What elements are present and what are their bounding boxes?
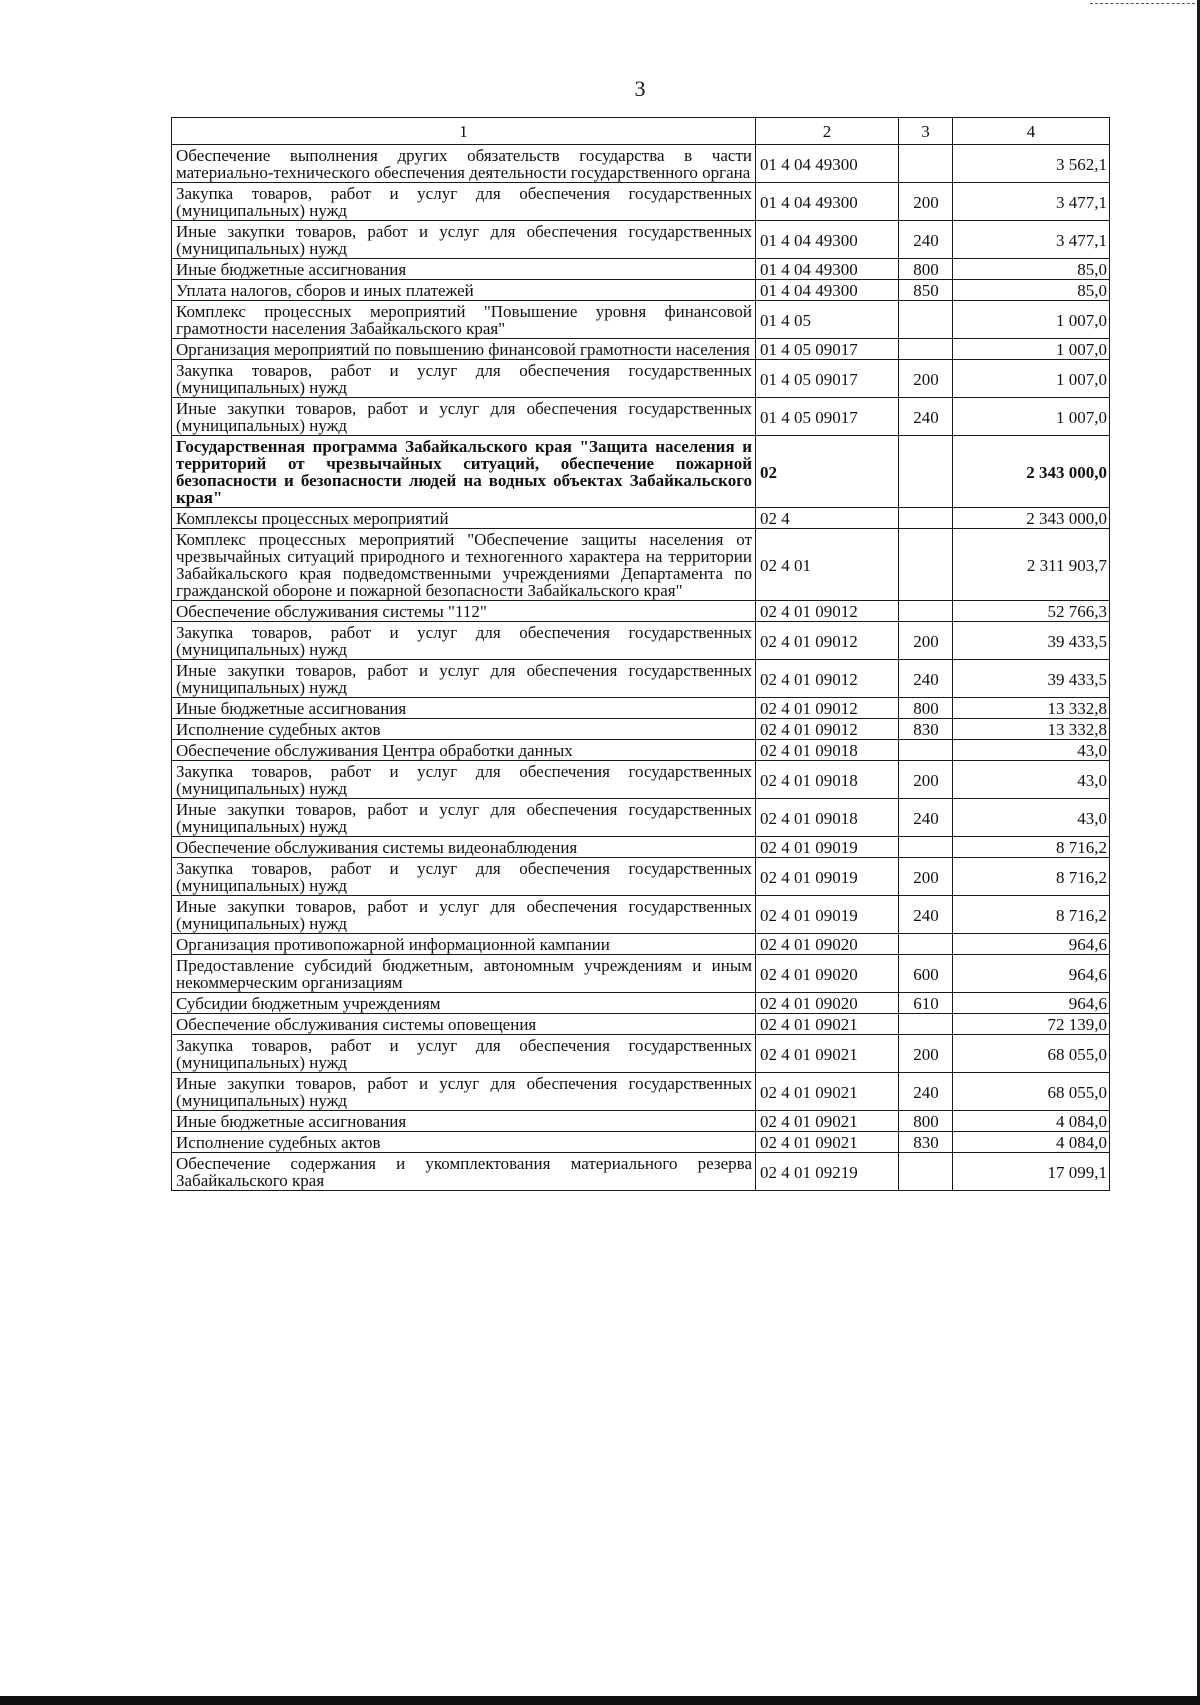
table-row: [172, 280, 1110, 301]
row-target-code-cell: 02 4 01 09018: [756, 761, 899, 799]
row-name-cell: Обеспечение обслуживания системы "112": [172, 601, 756, 622]
table-row: [172, 660, 1110, 698]
row-amount-cell: 964,6: [953, 955, 1110, 993]
row-amount-cell: 43,0: [953, 740, 1110, 761]
table-row: [172, 221, 1110, 259]
row-name-cell: Организация мероприятий по повышению финансовой грамотности населения: [172, 339, 756, 360]
table-header-row: [172, 118, 1110, 145]
row-expense-type-cell: 240: [899, 896, 953, 934]
row-amount-cell: 68 055,0: [953, 1035, 1110, 1073]
row-expense-type-cell: [899, 436, 953, 508]
table-row: [172, 1073, 1110, 1111]
row-name-cell: Закупка товаров, работ и услуг для обеспечения государственных (муниципальных) нужд: [172, 360, 756, 398]
row-name-cell: Исполнение судебных актов: [172, 719, 756, 740]
row-amount-cell: 72 139,0: [953, 1014, 1110, 1035]
row-expense-type-cell: 240: [899, 799, 953, 837]
row-expense-type-cell: 240: [899, 398, 953, 436]
row-expense-type-cell: [899, 1014, 953, 1035]
row-name-cell: Исполнение судебных актов: [172, 1132, 756, 1153]
header-col-1: 1: [172, 118, 756, 145]
row-amount-cell: 8 716,2: [953, 837, 1110, 858]
row-target-code-cell: 01 4 04 49300: [756, 221, 899, 259]
row-name-cell: Обеспечение обслуживания системы оповещения: [172, 1014, 756, 1035]
row-amount-cell: 8 716,2: [953, 896, 1110, 934]
row-expense-type-cell: 200: [899, 761, 953, 799]
row-amount-cell: 13 332,8: [953, 698, 1110, 719]
table-row: [172, 301, 1110, 339]
table-row: [172, 436, 1110, 508]
row-amount-cell: 1 007,0: [953, 360, 1110, 398]
row-name-cell: Комплексы процессных мероприятий: [172, 508, 756, 529]
row-name-cell: Комплекс процессных мероприятий "Повышение уровня финансовой грамотности населения Забайкальского края": [172, 301, 756, 339]
row-amount-cell: 68 055,0: [953, 1073, 1110, 1111]
row-expense-type-cell: [899, 1153, 953, 1191]
table-row: [172, 719, 1110, 740]
row-target-code-cell: 01 4 05 09017: [756, 398, 899, 436]
table-row: [172, 398, 1110, 436]
row-expense-type-cell: 200: [899, 360, 953, 398]
row-target-code-cell: 02 4 01 09020: [756, 993, 899, 1014]
row-expense-type-cell: [899, 529, 953, 601]
row-amount-cell: 4 084,0: [953, 1132, 1110, 1153]
row-name-cell: Закупка товаров, работ и услуг для обеспечения государственных (муниципальных) нужд: [172, 183, 756, 221]
row-name-cell: Комплекс процессных мероприятий "Обеспечение защиты населения от чрезвычайных ситуаций природного и техногенного характера на территории Забайкальского края подведомственными учреждениями Департамента по гражданской обороне и пожарной безопасности Забайкальского края": [172, 529, 756, 601]
row-expense-type-cell: [899, 837, 953, 858]
row-target-code-cell: 02 4 01: [756, 529, 899, 601]
table-row: [172, 761, 1110, 799]
row-target-code-cell: 02 4 01 09019: [756, 896, 899, 934]
row-target-code-cell: 01 4 04 49300: [756, 280, 899, 301]
row-amount-cell: 39 433,5: [953, 622, 1110, 660]
table-row: [172, 799, 1110, 837]
table-row: [172, 622, 1110, 660]
row-expense-type-cell: 240: [899, 660, 953, 698]
table-row: [172, 896, 1110, 934]
row-expense-type-cell: 850: [899, 280, 953, 301]
table-row: [172, 183, 1110, 221]
row-name-cell: Иные закупки товаров, работ и услуг для обеспечения государственных (муниципальных) нужд: [172, 398, 756, 436]
row-target-code-cell: 02 4 01 09219: [756, 1153, 899, 1191]
row-expense-type-cell: 830: [899, 719, 953, 740]
row-expense-type-cell: 830: [899, 1132, 953, 1153]
table-row: [172, 858, 1110, 896]
table-row: [172, 955, 1110, 993]
row-name-cell: Иные закупки товаров, работ и услуг для обеспечения государственных (муниципальных) нужд: [172, 660, 756, 698]
row-amount-cell: 1 007,0: [953, 301, 1110, 339]
row-expense-type-cell: 800: [899, 698, 953, 719]
header-col-2: 2: [756, 118, 899, 145]
row-amount-cell: 2 343 000,0: [953, 436, 1110, 508]
row-amount-cell: 8 716,2: [953, 858, 1110, 896]
row-name-cell: Субсидии бюджетным учреждениям: [172, 993, 756, 1014]
row-expense-type-cell: [899, 508, 953, 529]
row-expense-type-cell: [899, 301, 953, 339]
row-target-code-cell: 02 4 01 09012: [756, 622, 899, 660]
row-target-code-cell: 01 4 05 09017: [756, 360, 899, 398]
scan-bottom-edge: [0, 1696, 1200, 1705]
row-expense-type-cell: [899, 934, 953, 955]
table-row: [172, 993, 1110, 1014]
header-col-4: 4: [953, 118, 1110, 145]
row-name-cell: Иные закупки товаров, работ и услуг для обеспечения государственных (муниципальных) нужд: [172, 221, 756, 259]
budget-table: [171, 117, 1110, 1191]
row-amount-cell: 2 311 903,7: [953, 529, 1110, 601]
row-target-code-cell: 02 4 01 09021: [756, 1073, 899, 1111]
row-target-code-cell: 02 4 01 09012: [756, 601, 899, 622]
table-row: [172, 339, 1110, 360]
row-amount-cell: 17 099,1: [953, 1153, 1110, 1191]
row-expense-type-cell: 600: [899, 955, 953, 993]
row-target-code-cell: 02 4 01 09012: [756, 660, 899, 698]
row-amount-cell: 1 007,0: [953, 339, 1110, 360]
page-number: 3: [634, 76, 646, 101]
table-row: [172, 1153, 1110, 1191]
row-target-code-cell: 02 4 01 09021: [756, 1111, 899, 1132]
header-col-3: 3: [899, 118, 953, 145]
table-row: [172, 508, 1110, 529]
row-name-cell: Иные бюджетные ассигнования: [172, 698, 756, 719]
row-target-code-cell: 01 4 04 49300: [756, 259, 899, 280]
row-expense-type-cell: 610: [899, 993, 953, 1014]
row-name-cell: Иные закупки товаров, работ и услуг для обеспечения государственных (муниципальных) нужд: [172, 799, 756, 837]
row-expense-type-cell: [899, 601, 953, 622]
row-expense-type-cell: 200: [899, 183, 953, 221]
row-amount-cell: 43,0: [953, 761, 1110, 799]
row-target-code-cell: 01 4 05 09017: [756, 339, 899, 360]
row-target-code-cell: 02 4 01 09020: [756, 955, 899, 993]
row-target-code-cell: 02 4 01 09012: [756, 719, 899, 740]
row-name-cell: Уплата налогов, сборов и иных платежей: [172, 280, 756, 301]
table-row: [172, 934, 1110, 955]
row-target-code-cell: 02 4 01 09018: [756, 799, 899, 837]
table-row: [172, 1014, 1110, 1035]
row-name-cell: Обеспечение обслуживания Центра обработки данных: [172, 740, 756, 761]
row-amount-cell: 3 477,1: [953, 183, 1110, 221]
row-name-cell: Закупка товаров, работ и услуг для обеспечения государственных (муниципальных) нужд: [172, 761, 756, 799]
row-name-cell: Иные бюджетные ассигнования: [172, 1111, 756, 1132]
row-name-cell: Закупка товаров, работ и услуг для обеспечения государственных (муниципальных) нужд: [172, 858, 756, 896]
row-target-code-cell: 02: [756, 436, 899, 508]
row-expense-type-cell: 200: [899, 1035, 953, 1073]
row-expense-type-cell: [899, 740, 953, 761]
row-target-code-cell: 02 4 01 09021: [756, 1035, 899, 1073]
table-row: [172, 1035, 1110, 1073]
row-name-cell: Обеспечение выполнения других обязательств государства в части материально-технического обеспечения деятельности государственного органа: [172, 145, 756, 183]
row-amount-cell: 52 766,3: [953, 601, 1110, 622]
row-name-cell: Иные закупки товаров, работ и услуг для обеспечения государственных (муниципальных) нужд: [172, 1073, 756, 1111]
row-target-code-cell: 02 4 01 09012: [756, 698, 899, 719]
row-name-cell: Обеспечение обслуживания системы видеонаблюдения: [172, 837, 756, 858]
row-amount-cell: 3 477,1: [953, 221, 1110, 259]
row-amount-cell: 3 562,1: [953, 145, 1110, 183]
row-expense-type-cell: [899, 145, 953, 183]
row-expense-type-cell: 800: [899, 1111, 953, 1132]
row-amount-cell: 2 343 000,0: [953, 508, 1110, 529]
row-expense-type-cell: 200: [899, 858, 953, 896]
row-target-code-cell: 01 4 04 49300: [756, 145, 899, 183]
table-row: [172, 1132, 1110, 1153]
row-target-code-cell: 02 4 01 09021: [756, 1132, 899, 1153]
row-name-cell: Обеспечение содержания и укомплектования материального резерва Забайкальского края: [172, 1153, 756, 1191]
table-row: [172, 529, 1110, 601]
row-expense-type-cell: 200: [899, 622, 953, 660]
row-expense-type-cell: [899, 339, 953, 360]
table-row: [172, 145, 1110, 183]
row-name-cell: Закупка товаров, работ и услуг для обеспечения государственных (муниципальных) нужд: [172, 622, 756, 660]
table-row: [172, 360, 1110, 398]
row-target-code-cell: 02 4 01 09019: [756, 837, 899, 858]
row-name-cell: Иные бюджетные ассигнования: [172, 259, 756, 280]
row-amount-cell: 85,0: [953, 259, 1110, 280]
table-row: [172, 601, 1110, 622]
row-target-code-cell: 02 4 01 09021: [756, 1014, 899, 1035]
table-row: [172, 740, 1110, 761]
row-amount-cell: 13 332,8: [953, 719, 1110, 740]
row-target-code-cell: 01 4 04 49300: [756, 183, 899, 221]
row-target-code-cell: 02 4 01 09020: [756, 934, 899, 955]
table-body: [172, 145, 1110, 1191]
row-amount-cell: 85,0: [953, 280, 1110, 301]
row-amount-cell: 43,0: [953, 799, 1110, 837]
row-expense-type-cell: 800: [899, 259, 953, 280]
table-row: [172, 837, 1110, 858]
row-expense-type-cell: 240: [899, 221, 953, 259]
row-target-code-cell: 02 4 01 09019: [756, 858, 899, 896]
scan-top-edge: [1090, 3, 1200, 5]
row-amount-cell: 39 433,5: [953, 660, 1110, 698]
row-amount-cell: 964,6: [953, 934, 1110, 955]
row-amount-cell: 1 007,0: [953, 398, 1110, 436]
row-amount-cell: 4 084,0: [953, 1111, 1110, 1132]
table-row: [172, 259, 1110, 280]
row-amount-cell: 964,6: [953, 993, 1110, 1014]
row-name-cell: Иные закупки товаров, работ и услуг для обеспечения государственных (муниципальных) нужд: [172, 896, 756, 934]
table-row: [172, 698, 1110, 719]
row-name-cell: Закупка товаров, работ и услуг для обеспечения государственных (муниципальных) нужд: [172, 1035, 756, 1073]
row-target-code-cell: 02 4 01 09018: [756, 740, 899, 761]
row-name-cell: Организация противопожарной информационной кампании: [172, 934, 756, 955]
row-name-cell: Государственная программа Забайкальского края "Защита населения и территорий от чрезвычайных ситуаций, обеспечение пожарной безопасности и безопасности людей на водных объектах Забайкальского края": [172, 436, 756, 508]
row-name-cell: Предоставление субсидий бюджетным, автономным учреждениям и иным некоммерческим организациям: [172, 955, 756, 993]
row-target-code-cell: 01 4 05: [756, 301, 899, 339]
row-target-code-cell: 02 4: [756, 508, 899, 529]
table-row: [172, 1111, 1110, 1132]
row-expense-type-cell: 240: [899, 1073, 953, 1111]
